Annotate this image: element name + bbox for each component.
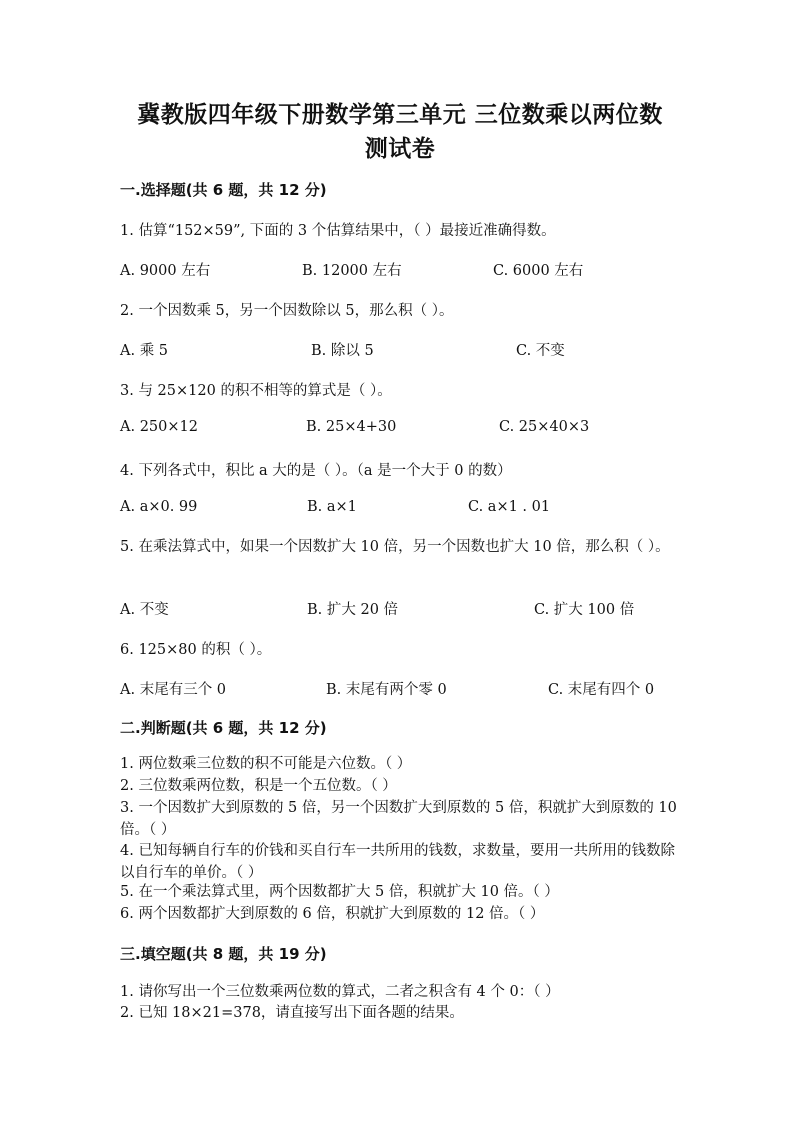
option-5c: C. 扩大 100 倍 — [534, 602, 635, 618]
option-3a: A. 250×12 — [120, 419, 198, 435]
option-6b: B. 末尾有两个零 0 — [326, 682, 447, 698]
judge-item-1: 1. 两位数乘三位数的积不可能是六位数。（ ） — [120, 756, 412, 772]
option-4c: C. a×1 . 01 — [468, 499, 551, 515]
option-1a: A. 9000 左右 — [120, 263, 211, 279]
judge-item-2: 2. 三位数乘两位数，积是一个五位数。（ ） — [120, 778, 397, 794]
question-6: 6. 125×80 的积（ ）。 — [120, 642, 272, 658]
option-2c: C. 不变 — [516, 343, 565, 359]
fill-item-2: 2. 已知 18×21=378，请直接写出下面各题的结果。 — [120, 1005, 464, 1021]
option-3c: C. 25×40×3 — [499, 419, 590, 435]
question-4: 4. 下列各式中，积比 a 大的是（ ）。（a 是一个大于 0 的数） — [120, 463, 512, 479]
option-6c: C. 末尾有四个 0 — [548, 682, 655, 698]
question-3: 3. 与 25×120 的积不相等的算式是（ ）。 — [120, 383, 392, 399]
option-1c: C. 6000 左右 — [493, 263, 584, 279]
judge-item-5: 5. 在一个乘法算式里，两个因数都扩大 5 倍，积就扩大 10 倍。（ ） — [120, 884, 559, 900]
option-5b: B. 扩大 20 倍 — [307, 602, 399, 618]
page-title-line2: 测试卷 — [364, 136, 436, 162]
option-2a: A. 乘 5 — [120, 343, 169, 359]
option-6a: A. 末尾有三个 0 — [120, 682, 227, 698]
section-heading-choice: 一.选择题(共 6 题，共 12 分) — [120, 181, 327, 199]
judge-item-6: 6. 两个因数都扩大到原数的 6 倍，积就扩大到原数的 12 倍。（ ） — [120, 906, 545, 922]
option-2b: B. 除以 5 — [311, 343, 374, 359]
judge-item-3: 3. 一个因数扩大到原数的 5 倍，另一个因数扩大到原数的 5 倍，积就扩大到原数的 10 倍。（ ） — [120, 800, 677, 838]
option-1b: B. 12000 左右 — [302, 263, 402, 279]
question-1: 1. 估算“152×59”, 下面的 3 个估算结果中，（ ）最接近准确得数。 — [120, 223, 556, 239]
judge-item-4: 4. 已知每辆自行车的价钱和买自行车一共所用的钱数，求数量，要用一共所用的钱数除以自行车的单价。（ ） — [120, 843, 675, 881]
option-3b: B. 25×4+30 — [306, 419, 397, 435]
option-4a: A. a×0. 99 — [120, 499, 198, 515]
section-heading-fill: 三.填空题(共 8 题，共 19 分) — [120, 945, 327, 963]
section-heading-judge: 二.判断题(共 6 题，共 12 分) — [120, 719, 327, 737]
option-5a: A. 不变 — [120, 602, 169, 618]
fill-item-1: 1. 请你写出一个三位数乘两位数的算式，二者之积含有 4 个 0：（ ） — [120, 984, 560, 1000]
option-4b: B. a×1 — [307, 499, 357, 515]
question-2: 2. 一个因数乘 5，另一个因数除以 5，那么积（ ）。 — [120, 303, 454, 319]
question-5: 5. 在乘法算式中，如果一个因数扩大 10 倍，另一个因数也扩大 10 倍，那么积（ ）。 — [120, 539, 670, 555]
page-title-line1: 冀教版四年级下册数学第三单元 三位数乘以两位数 — [137, 102, 663, 128]
